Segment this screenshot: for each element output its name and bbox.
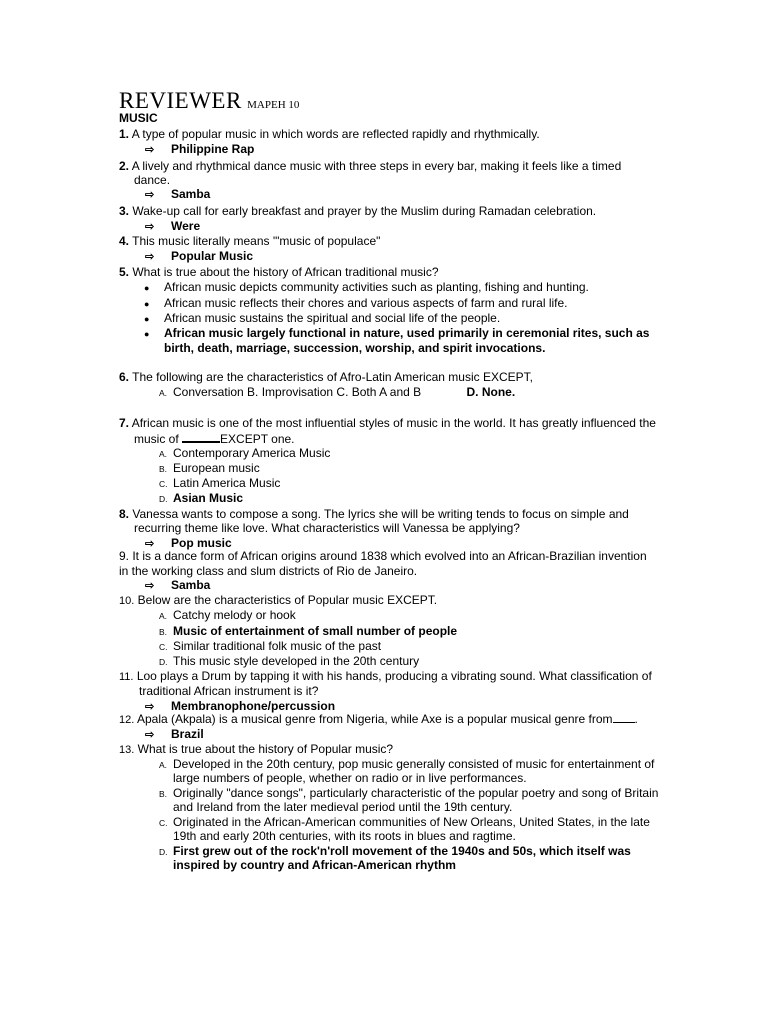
option-text: Catchy melody or hook [173, 608, 296, 622]
option-text: Music of entertainment of small number of people [173, 624, 458, 638]
question-text: music of [134, 432, 179, 446]
question-number: 10. [119, 595, 135, 607]
question-number: 3. [119, 204, 130, 218]
question-text: A lively and rhythmical dance music with three steps in every bar, making it feels like a timed [131, 159, 622, 173]
question-2-cont: dance. [134, 173, 171, 187]
option-b-cont: and Ireland from the later medieval period until the 19th century. [173, 800, 513, 814]
question-3 [119, 204, 596, 219]
option-a [159, 446, 330, 462]
option-text: European music [173, 461, 260, 475]
option-text: Originated in the African-American communities of New Orleans, United States, in the late [173, 815, 650, 829]
question-7-cont [134, 431, 295, 447]
list-item-answer-cont: birth, death, marriage, succession, worship, and spirit invocations. [164, 341, 546, 355]
arrow-right-outline-icon: ⇨ [145, 580, 155, 592]
fill-in-blank [182, 431, 220, 443]
question-text: The following are the characteristics of Afro-Latin American music EXCEPT, [132, 370, 533, 384]
option-letter: B. [159, 627, 168, 637]
arrow-right-outline-icon: ⇨ [145, 144, 155, 156]
answer-3 [145, 219, 200, 235]
option-letter: D. [159, 847, 168, 857]
answer-4 [145, 249, 253, 265]
arrow-right-outline-icon: ⇨ [145, 729, 155, 741]
question-number: 7. [119, 416, 130, 430]
option-b-answer [159, 624, 457, 640]
answer-1 [145, 142, 254, 158]
question-10 [119, 593, 437, 609]
answer-text: Membranophone/percussion [171, 699, 336, 713]
option-text: First grew out of the rock'n'roll movement of the 1940s and 50s, which itself was [173, 844, 631, 858]
option-text: This music style developed in the 20th century [173, 654, 420, 668]
section-heading: MUSIC [119, 111, 158, 125]
answer-text: Pop music [171, 536, 232, 550]
question-11 [119, 669, 652, 685]
option-letter: A. [159, 760, 168, 770]
question-text-end: . [634, 712, 638, 726]
question-11-cont: traditional African instrument is it? [139, 684, 319, 698]
arrow-right-outline-icon: ⇨ [145, 221, 155, 233]
question-number: 5. [119, 265, 130, 279]
list-item-text: African music reflects their chores and various aspects of farm and rural life. [164, 296, 568, 310]
question-text: What is true about the history of Popular music? [137, 742, 394, 756]
question-text: This music literally means '"music of populace" [132, 234, 381, 248]
option-letter: B. [159, 464, 168, 474]
question-text: It is a dance form of African origins around 1838 which evolved into an African-Brazilian invention [129, 549, 647, 563]
answer-text: Samba [171, 578, 211, 592]
option-letter: D. [159, 494, 168, 504]
answer-12 [145, 727, 204, 743]
option-text: Latin America Music [173, 476, 281, 490]
answer-text: Brazil [171, 727, 204, 741]
option-d-answer [159, 491, 243, 507]
option-c-cont: 19th and early 20th centuries, with its roots in blues and ragtime. [173, 829, 516, 843]
question-13 [119, 742, 393, 758]
option-letter: C. [159, 479, 168, 489]
question-text: Wake-up call for early breakfast and prayer by the Muslim during Ramadan celebration. [132, 204, 597, 218]
arrow-right-outline-icon: ⇨ [145, 701, 155, 713]
answer-text: D. None. [466, 385, 516, 399]
option-d [159, 654, 419, 670]
answer-text: Popular Music [171, 249, 254, 263]
option-a-cont: large numbers of people, whether on radio or in live performances. [173, 771, 527, 785]
question-6-options [159, 385, 515, 401]
bullet-dot-icon: ● [144, 329, 150, 339]
question-number: 12. [119, 714, 135, 726]
option-c [159, 476, 280, 492]
arrow-right-outline-icon: ⇨ [145, 538, 155, 550]
question-number: 6. [119, 370, 130, 384]
list-item [144, 296, 568, 312]
question-number: 13. [119, 744, 135, 756]
question-text: Apala (Akpala) is a musical genre from Nigeria, while Axe is a popular musical genre from [136, 712, 613, 726]
question-7 [119, 416, 656, 431]
question-number: 4. [119, 234, 130, 248]
question-2 [119, 159, 621, 174]
page-subtitle: MAPEH 10 [247, 99, 300, 111]
question-9-cont: in the working class and slum districts of Rio de Janeiro. [119, 564, 418, 578]
question-4 [119, 234, 380, 249]
question-number: 8. [119, 507, 130, 521]
option-letter: D. [159, 657, 168, 667]
fill-in-blank [613, 712, 635, 723]
option-letter: A. [159, 388, 168, 398]
answer-2 [145, 187, 210, 203]
question-number: 11. [119, 671, 134, 683]
question-number: 9. [119, 549, 130, 563]
options-text: Conversation B. Improvisation C. Both A and B [173, 385, 422, 399]
option-text: Originally "dance songs", particularly characteristic of the popular poetry and song of Britain [173, 786, 659, 800]
question-text: What is true about the history of African traditional music? [132, 265, 439, 279]
question-number: 1. [119, 127, 130, 141]
option-text: Developed in the 20th century, pop music generally consisted of music for entertainment of [173, 757, 655, 771]
bullet-dot-icon: ● [144, 283, 150, 293]
answer-9 [145, 578, 210, 594]
option-a [159, 608, 296, 624]
option-letter: A. [159, 611, 168, 621]
question-text: A type of popular music in which words are reflected rapidly and rhythmically. [131, 127, 540, 141]
question-text: EXCEPT one. [220, 432, 295, 446]
answer-text: Philippine Rap [171, 142, 255, 156]
option-letter: C. [159, 818, 168, 828]
option-d-cont: inspired by country and African-American rhythm [173, 858, 456, 872]
question-12 [119, 712, 638, 728]
list-item-text: African music largely functional in nature, used primarily in ceremonial rites, such as [164, 326, 650, 340]
list-item [144, 311, 500, 327]
arrow-right-outline-icon: ⇨ [145, 189, 155, 201]
option-b [159, 461, 260, 477]
list-item-text: African music sustains the spiritual and social life of the people. [164, 311, 501, 325]
question-text: Below are the characteristics of Popular music EXCEPT. [137, 593, 438, 607]
question-text: African music is one of the most influential styles of music in the world. It has greatly influenced the [131, 416, 656, 430]
answer-text: Were [171, 219, 201, 233]
question-6 [119, 370, 533, 385]
option-letter: B. [159, 789, 168, 799]
question-1 [119, 127, 540, 142]
question-5 [119, 265, 439, 280]
option-text: Contemporary America Music [173, 446, 331, 460]
option-text: Similar traditional folk music of the past [173, 639, 382, 653]
list-item [144, 280, 589, 296]
bullet-dot-icon: ● [144, 299, 150, 309]
page-title: REVIEWER [119, 88, 242, 113]
option-c [159, 639, 381, 655]
option-text: Asian Music [173, 491, 244, 505]
answer-text: Samba [171, 187, 211, 201]
option-letter: A. [159, 449, 168, 459]
question-number: 2. [119, 159, 130, 173]
question-8 [119, 507, 629, 522]
question-text: Loo plays a Drum by tapping it with his hands, producing a vibrating sound. What classification of [136, 669, 652, 683]
list-item-text: African music depicts community activities such as planting, fishing and hunting. [164, 280, 589, 294]
bullet-dot-icon: ● [144, 314, 150, 324]
arrow-right-outline-icon: ⇨ [145, 251, 155, 263]
question-9 [119, 549, 647, 564]
question-8-cont: recurring theme like love. What characteristics will Vanessa be applying? [134, 521, 520, 535]
list-item-answer [144, 326, 649, 342]
option-letter: C. [159, 642, 168, 652]
question-text: Vanessa wants to compose a song. The lyrics she will be writing tends to focus on simple and [132, 507, 629, 521]
